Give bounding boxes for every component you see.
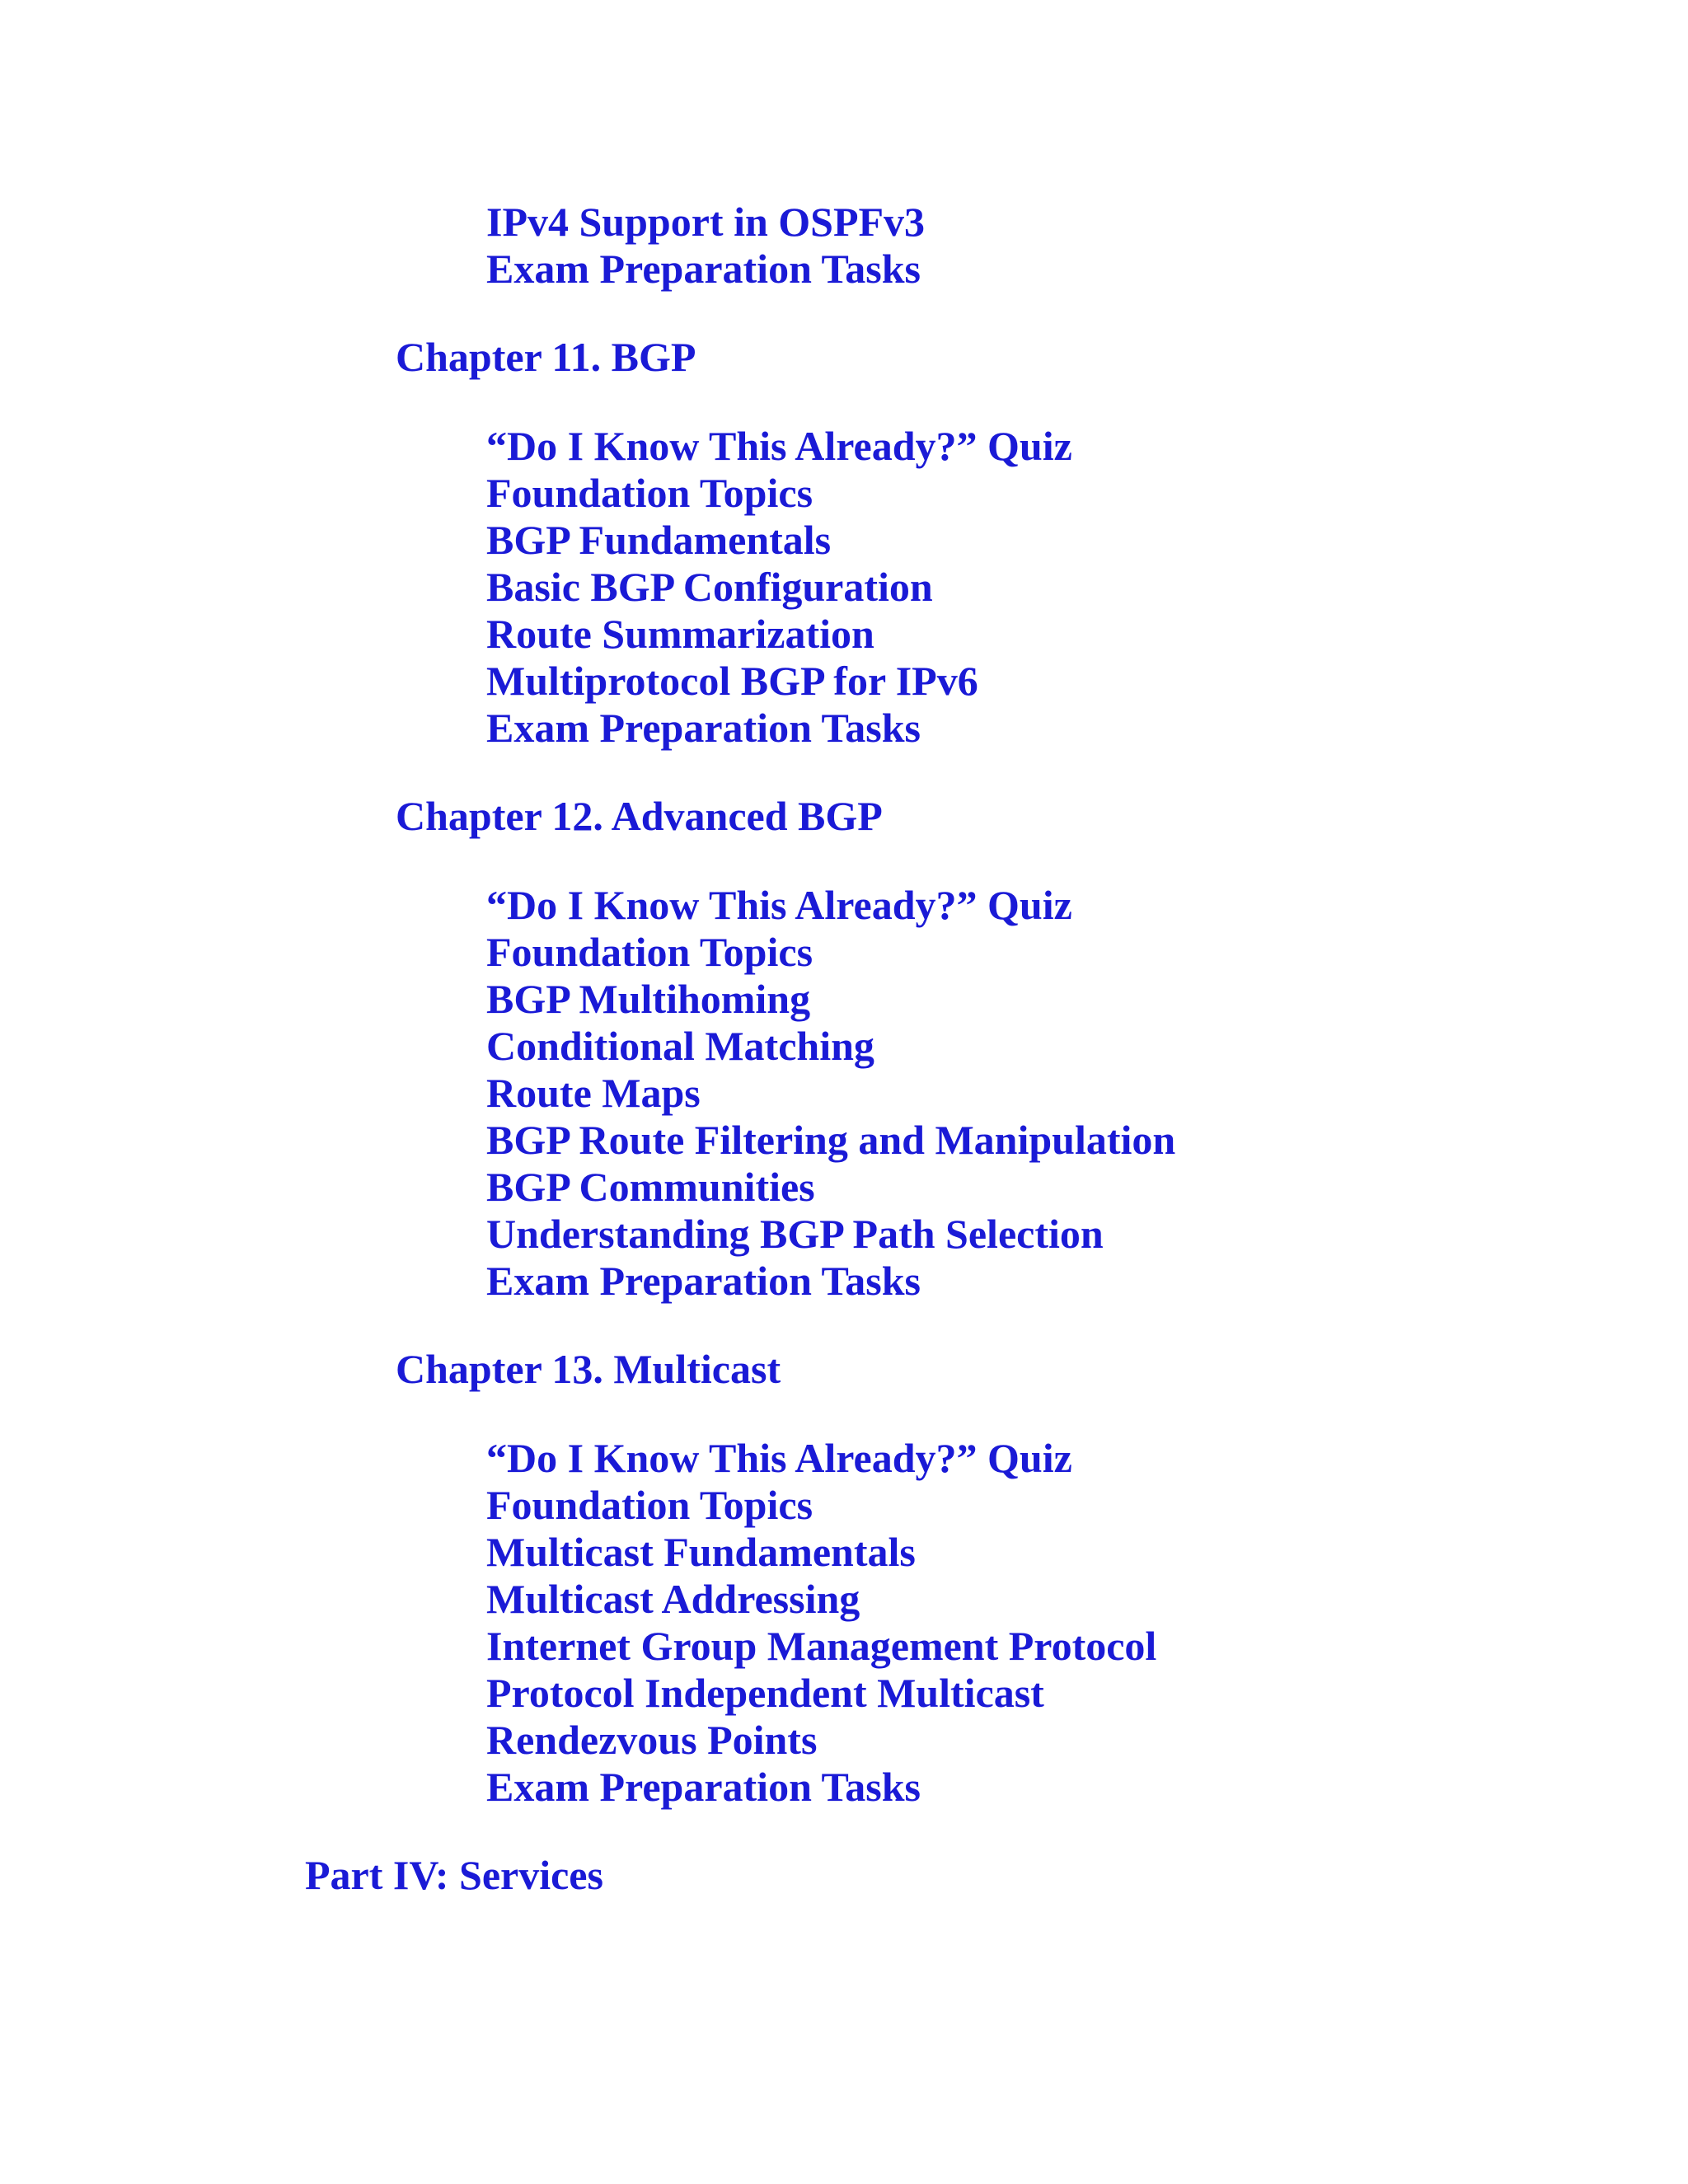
toc-chapter-13[interactable]: Chapter 13. Multicast [396,1346,781,1392]
toc-link-multicast-addressing[interactable]: Multicast Addressing [486,1576,860,1622]
toc-link-pim[interactable]: Protocol Independent Multicast [486,1670,1044,1716]
toc-link-bgp-communities[interactable]: BGP Communities [486,1164,815,1210]
toc-link-exam-preparation-tasks[interactable]: Exam Preparation Tasks [486,705,921,751]
toc-chapter-11[interactable]: Chapter 11. BGP [396,334,696,380]
toc-link-foundation-topics[interactable]: Foundation Topics [486,470,814,516]
toc-link-ipv4-support-ospfv3[interactable]: IPv4 Support in OSPFv3 [486,199,926,245]
toc-link-bgp-fundamentals[interactable]: BGP Fundamentals [486,517,832,563]
toc-link-foundation-topics[interactable]: Foundation Topics [486,929,814,975]
toc-link-quiz[interactable]: “Do I Know This Already?” Quiz [486,423,1072,469]
toc-link-quiz[interactable]: “Do I Know This Already?” Quiz [486,1435,1072,1481]
toc-link-igmp[interactable]: Internet Group Management Protocol [486,1623,1157,1669]
toc-link-foundation-topics[interactable]: Foundation Topics [486,1482,814,1528]
toc-link-bgp-path-selection[interactable]: Understanding BGP Path Selection [486,1211,1104,1257]
toc-link-route-maps[interactable]: Route Maps [486,1070,701,1116]
toc-link-bgp-route-filtering[interactable]: BGP Route Filtering and Manipulation [486,1117,1176,1163]
toc-link-exam-preparation-tasks[interactable]: Exam Preparation Tasks [486,1764,921,1810]
toc-link-exam-preparation-tasks[interactable]: Exam Preparation Tasks [486,246,921,292]
toc-link-route-summarization[interactable]: Route Summarization [486,611,874,657]
toc-part-4[interactable]: Part IV: Services [305,1852,603,1898]
toc-link-multiprotocol-bgp-ipv6[interactable]: Multiprotocol BGP for IPv6 [486,658,978,704]
toc-link-conditional-matching[interactable]: Conditional Matching [486,1023,874,1069]
toc-link-exam-preparation-tasks[interactable]: Exam Preparation Tasks [486,1258,921,1304]
toc-link-bgp-multihoming[interactable]: BGP Multihoming [486,976,811,1022]
toc-chapter-12[interactable]: Chapter 12. Advanced BGP [396,793,883,839]
toc-link-multicast-fundamentals[interactable]: Multicast Fundamentals [486,1529,916,1575]
toc-link-quiz[interactable]: “Do I Know This Already?” Quiz [486,882,1072,928]
toc-link-basic-bgp-configuration[interactable]: Basic BGP Configuration [486,564,933,610]
toc-link-rendezvous-points[interactable]: Rendezvous Points [486,1717,818,1763]
